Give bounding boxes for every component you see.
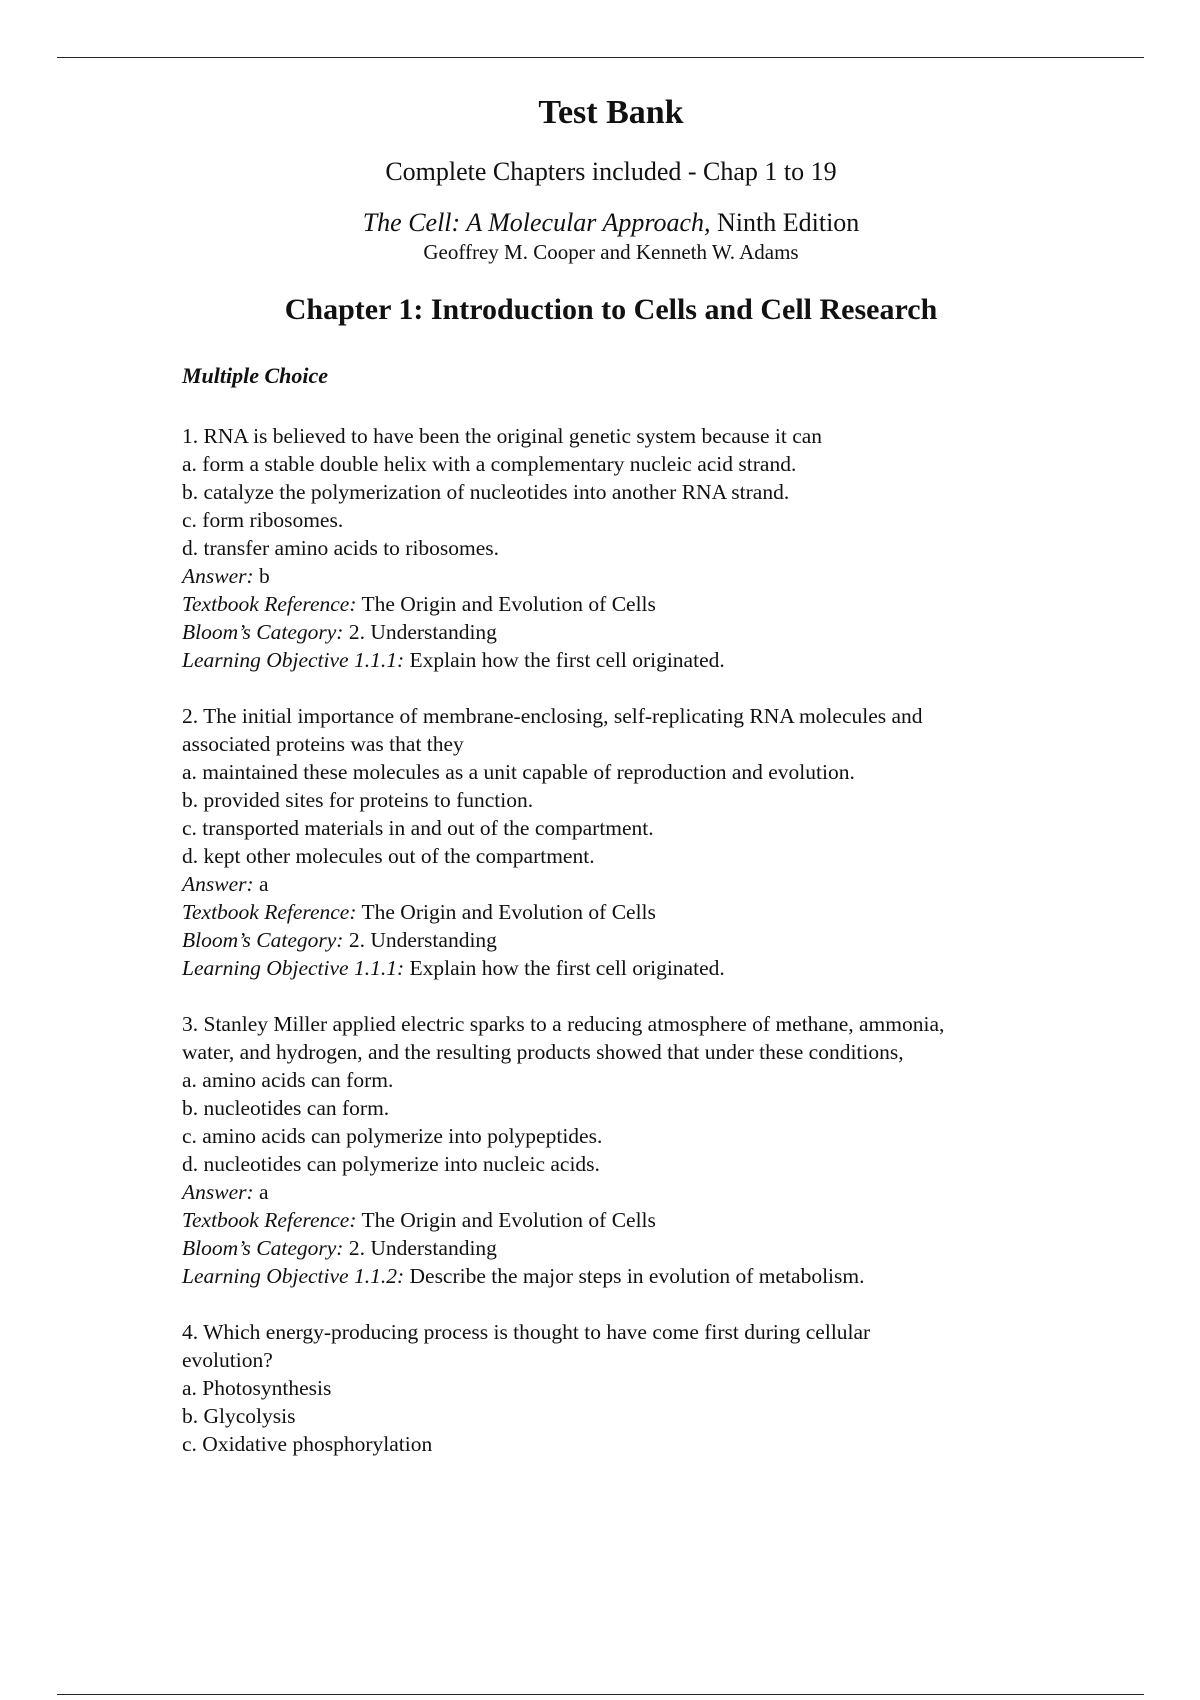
answer-option: d. nucleotides can polymerize into nucleic acids. (182, 1152, 600, 1176)
answer-option: a. amino acids can form. (182, 1068, 394, 1092)
answer-value: b (253, 564, 270, 588)
bloom-value: 2. Understanding (343, 928, 497, 952)
bloom-value: 2. Understanding (343, 1236, 497, 1260)
question-stem: 4. Which energy-producing process is thought to have come first during cellular (182, 1320, 871, 1344)
bloom-label: Bloom’s Category: (182, 1236, 344, 1260)
answer-label: Answer: (182, 1180, 254, 1204)
bloom-label: Bloom’s Category: (182, 928, 344, 952)
objective-value: Describe the major steps in evolution of metabolism. (404, 1264, 865, 1288)
bloom-line (182, 618, 1082, 646)
objective-line (182, 646, 1082, 674)
answer-option: c. Oxidative phosphorylation (182, 1432, 433, 1456)
bottom-rule (57, 1694, 1144, 1695)
reference-label: Textbook Reference: (182, 1208, 357, 1232)
reference-label: Textbook Reference: (182, 592, 357, 616)
answer-label: Answer: (182, 564, 254, 588)
bloom-label: Bloom’s Category: (182, 620, 344, 644)
section-label: Multiple Choice (182, 363, 329, 388)
question-stem: water, and hydrogen, and the resulting products showed that under these conditions, (182, 1040, 904, 1064)
answer-line (182, 870, 1082, 898)
question-item (182, 422, 1082, 674)
book-line (0, 207, 1200, 239)
reference-value: The Origin and Evolution of Cells (356, 1208, 656, 1232)
bloom-line (182, 926, 1082, 954)
question-item (182, 1318, 1082, 1458)
answer-option: b. Glycolysis (182, 1404, 296, 1428)
answer-option: b. provided sites for proteins to function. (182, 788, 534, 812)
answer-option: a. Photosynthesis (182, 1376, 332, 1400)
question-stem: 3. Stanley Miller applied electric sparks to a reducing atmosphere of methane, ammonia, (182, 1012, 945, 1036)
question-list (182, 362, 1082, 1486)
question-stem: associated proteins was that they (182, 732, 464, 756)
answer-line (182, 1178, 1082, 1206)
objective-label: Learning Objective 1.1.1: (182, 956, 405, 980)
question-stem: 1. RNA is believed to have been the original genetic system because it can (182, 424, 823, 448)
reference-line (182, 898, 1082, 926)
authors: Geoffrey M. Cooper and Kenneth W. Adams (423, 240, 799, 264)
answer-option: a. form a stable double helix with a complementary nucleic acid strand. (182, 452, 797, 476)
document-header (0, 90, 1200, 329)
answer-option: c. form ribosomes. (182, 508, 344, 532)
answer-line (182, 562, 1082, 590)
answer-option: c. amino acids can polymerize into polypeptides. (182, 1124, 603, 1148)
objective-line (182, 954, 1082, 982)
reference-value: The Origin and Evolution of Cells (356, 900, 656, 924)
answer-option: b. catalyze the polymerization of nucleotides into another RNA strand. (182, 480, 790, 504)
objective-line (182, 1262, 1082, 1290)
answer-option: c. transported materials in and out of the compartment. (182, 816, 654, 840)
page-title: Test Bank (538, 94, 684, 131)
answer-option: b. nucleotides can form. (182, 1096, 390, 1120)
book-title: The Cell: A Molecular Approach, (362, 208, 711, 237)
reference-line (182, 1206, 1082, 1234)
question-stem: evolution? (182, 1348, 273, 1372)
objective-label: Learning Objective 1.1.2: (182, 1264, 405, 1288)
question-item (182, 702, 1082, 982)
answer-option: d. kept other molecules out of the compartment. (182, 844, 595, 868)
question-item (182, 1010, 1082, 1290)
bloom-line (182, 1234, 1082, 1262)
objective-label: Learning Objective 1.1.1: (182, 648, 405, 672)
answer-option: d. transfer amino acids to ribosomes. (182, 536, 500, 560)
answer-label: Answer: (182, 872, 254, 896)
book-edition: Ninth Edition (710, 208, 860, 237)
reference-line (182, 590, 1082, 618)
answer-value: a (253, 1180, 269, 1204)
reference-label: Textbook Reference: (182, 900, 357, 924)
answer-option: a. maintained these molecules as a unit capable of reproduction and evolution. (182, 760, 855, 784)
question-stem: 2. The initial importance of membrane-enclosing, self-replicating RNA molecules and (182, 704, 923, 728)
objective-value: Explain how the first cell originated. (404, 648, 725, 672)
subtitle: Complete Chapters included - Chap 1 to 19 (385, 157, 837, 186)
answer-value: a (253, 872, 269, 896)
chapter-title: Chapter 1: Introduction to Cells and Cell Research (284, 293, 938, 326)
top-rule (57, 57, 1144, 58)
bloom-value: 2. Understanding (343, 620, 497, 644)
reference-value: The Origin and Evolution of Cells (356, 592, 656, 616)
objective-value: Explain how the first cell originated. (404, 956, 725, 980)
